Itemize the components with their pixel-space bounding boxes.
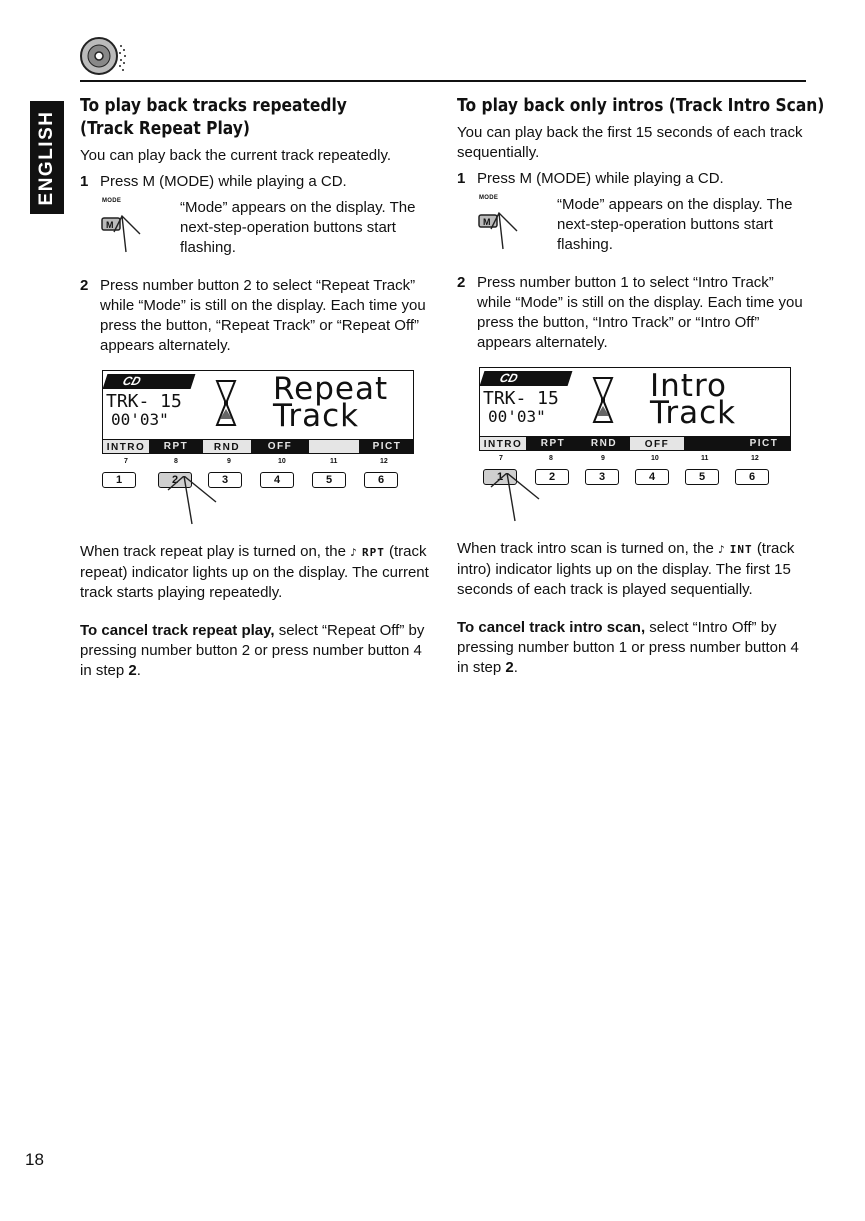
left-result-paragraph xyxy=(80,542,430,603)
left-step-2 xyxy=(80,276,430,356)
number-button-5[interactable]: 5 xyxy=(685,469,719,485)
result-text-1: When track intro scan is turned on, the xyxy=(457,540,714,557)
mode-button-press-icon xyxy=(100,210,150,256)
indicator-rnd: RND xyxy=(202,439,252,454)
right-result-paragraph xyxy=(457,539,807,600)
left-button-numbers xyxy=(102,458,430,472)
svg-text:M: M xyxy=(483,217,491,227)
left-heading-line1: To play back tracks repeatedly xyxy=(80,95,347,116)
right-intro: You can play back the first 15 seconds of each track sequentially. xyxy=(457,124,803,161)
number-button-2[interactable]: 2 xyxy=(158,472,192,488)
indicator-intro: INTRO xyxy=(479,436,527,451)
step-number: 2 xyxy=(457,274,466,291)
button-number: 8 xyxy=(549,455,553,462)
left-heading-line2: (Track Repeat Play) xyxy=(80,118,250,139)
left-cancel-paragraph xyxy=(80,621,430,681)
cancel-end: . xyxy=(513,659,518,676)
lcd-screen xyxy=(479,367,791,437)
right-column xyxy=(457,94,825,693)
track-number: TRK- 15 xyxy=(483,388,559,409)
button-number: 10 xyxy=(651,455,659,462)
number-button-4[interactable]: 4 xyxy=(260,472,294,488)
mode-description: “Mode” appears on the display. The next-step-operation buttons start flashing. xyxy=(557,196,793,253)
indicator-blank xyxy=(308,439,360,454)
step-text: Press M (MODE) while playing a CD. xyxy=(477,170,724,187)
step-number: 1 xyxy=(457,170,466,187)
number-button-3[interactable]: 3 xyxy=(585,469,619,485)
cancel-end: . xyxy=(136,662,141,679)
right-step-1 xyxy=(457,169,807,189)
indicator-rpt: RPT xyxy=(150,439,202,454)
step-text: Press number button 2 to select “Repeat Track” while “Mode” is still on the display. Each time you press the button, “Repeat Track” or “Repeat Off” appears alternately. xyxy=(100,277,426,354)
hourglass-icon xyxy=(592,376,614,424)
display-line-1: Repeat xyxy=(273,371,389,407)
right-heading: To play back only intros (Track Intro Scan) xyxy=(457,95,825,116)
right-button-numbers xyxy=(479,455,807,469)
display-line-2: Track xyxy=(650,395,737,431)
indicator-rpt: RPT xyxy=(527,436,579,451)
display-line-2: Track xyxy=(273,398,360,434)
left-step-1 xyxy=(80,172,430,192)
mode-button-press-icon xyxy=(477,207,527,253)
indicator-off: OFF xyxy=(629,436,685,451)
language-tab xyxy=(30,101,64,214)
cd-disc-icon xyxy=(79,34,133,78)
indicator-pict: PICT xyxy=(360,439,414,454)
cancel-heading: To cancel track intro scan, xyxy=(457,619,646,636)
cancel-text: select “Repeat Off” by pressing number button 2 or press number button 4 in step xyxy=(80,622,425,679)
number-button-1[interactable]: 1 xyxy=(102,472,136,488)
button-number: 7 xyxy=(499,455,503,462)
indicator-pict: PICT xyxy=(737,436,791,451)
cancel-step: 2 xyxy=(128,662,137,679)
cancel-step: 2 xyxy=(505,659,514,676)
mode-description: “Mode” appears on the display. The next-step-operation buttons start flashing. xyxy=(180,199,416,256)
lcd-screen xyxy=(102,370,414,440)
result-text-1: When track repeat play is turned on, the xyxy=(80,543,346,560)
cd-badge: CD xyxy=(103,374,196,389)
number-button-4[interactable]: 4 xyxy=(635,469,669,485)
number-button-3[interactable]: 3 xyxy=(208,472,242,488)
right-number-buttons xyxy=(479,469,807,529)
number-button-1[interactable]: 1 xyxy=(483,469,517,485)
hourglass-icon xyxy=(215,379,237,427)
rpt-indicator-icon: ♪ xyxy=(350,546,358,559)
language-tab-label: ENGLISH xyxy=(36,110,57,205)
left-number-buttons xyxy=(102,472,430,532)
number-button-5[interactable]: 5 xyxy=(312,472,346,488)
rpt-indicator-label: RPT xyxy=(361,546,385,559)
mode-label: MODE xyxy=(479,195,499,201)
indicator-rnd: RND xyxy=(579,436,629,451)
cd-badge: CD xyxy=(480,371,573,386)
indicator-intro: INTRO xyxy=(102,439,150,454)
indicator-bar xyxy=(479,436,791,451)
button-number: 12 xyxy=(751,455,759,462)
number-button-6[interactable]: 6 xyxy=(364,472,398,488)
indicator-blank xyxy=(685,436,737,451)
cancel-text: select “Intro Off” by pressing number button 1 or press number button 4 in step xyxy=(457,619,799,676)
page-number: 18 xyxy=(25,1150,44,1169)
result-text-2: (track intro) indicator lights up on the display. The first 15 seconds of each track is played sequentially. xyxy=(457,540,795,598)
header-rule xyxy=(80,80,806,82)
button-number: 12 xyxy=(380,458,388,465)
display-line-1: Intro xyxy=(650,368,727,404)
number-button-2[interactable]: 2 xyxy=(535,469,569,485)
finger-press-icon xyxy=(487,473,547,525)
right-mode-row xyxy=(457,195,807,257)
step-text: Press number button 1 to select “Intro Track” while “Mode” is still on the display. Each time you press the button, “Intro Track” or “Intro Off” appears alternately. xyxy=(477,274,803,351)
int-indicator-icon: ♪ xyxy=(717,543,726,556)
elapsed-time: 00'03" xyxy=(111,410,169,429)
step-number: 1 xyxy=(80,173,89,190)
svg-text:M: M xyxy=(106,220,114,230)
button-number: 11 xyxy=(701,455,709,462)
left-display-panel xyxy=(102,370,414,452)
button-number: 10 xyxy=(278,458,286,465)
result-text-2: (track repeat) indicator lights up on the display. The current track starts playing repeatedly. xyxy=(80,543,429,601)
int-indicator-label: INT xyxy=(729,543,753,556)
left-column xyxy=(80,94,430,696)
finger-press-icon xyxy=(164,476,224,528)
number-button-6[interactable]: 6 xyxy=(735,469,769,485)
elapsed-time: 00'03" xyxy=(488,407,546,426)
button-number: 7 xyxy=(124,458,128,465)
button-number: 8 xyxy=(174,458,178,465)
left-intro: You can play back the current track repeatedly. xyxy=(80,147,392,164)
step-number: 2 xyxy=(80,277,89,294)
step-text: Press M (MODE) while playing a CD. xyxy=(100,173,347,190)
button-number: 9 xyxy=(601,455,605,462)
mode-label: MODE xyxy=(102,198,122,204)
right-step-2 xyxy=(457,273,807,353)
track-number: TRK- 15 xyxy=(106,391,182,412)
left-mode-row xyxy=(80,198,430,260)
right-display-panel xyxy=(479,367,791,449)
button-number: 9 xyxy=(227,458,231,465)
indicator-bar xyxy=(102,439,414,454)
button-number: 11 xyxy=(330,458,338,465)
indicator-off: OFF xyxy=(252,439,308,454)
cancel-heading: To cancel track repeat play, xyxy=(80,622,275,639)
right-cancel-paragraph xyxy=(457,618,807,678)
